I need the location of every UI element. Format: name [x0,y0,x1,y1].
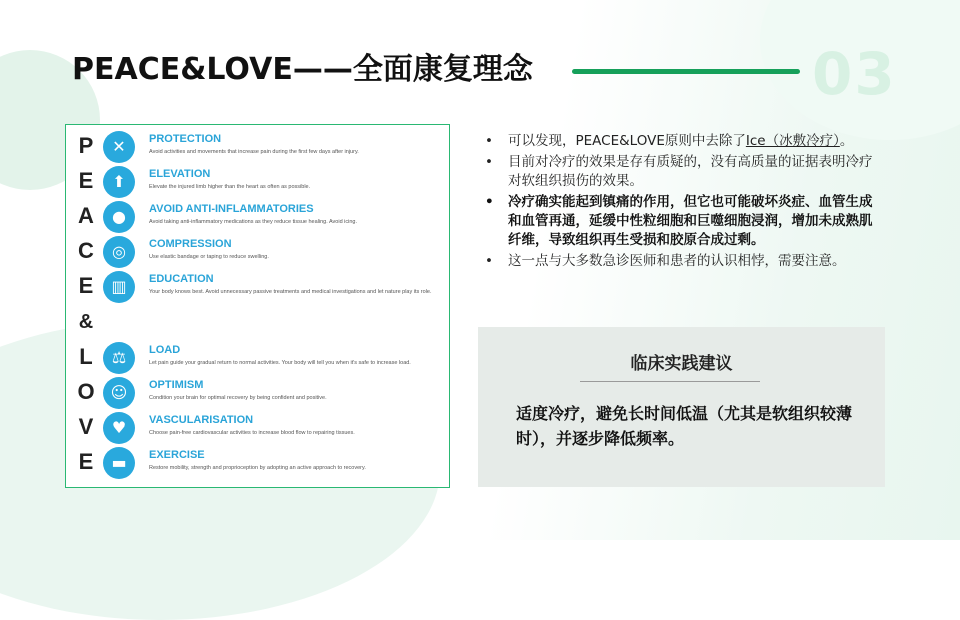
peace-love-infographic [65,124,450,488]
row-desc: Avoid taking anti-inflammatory medications as they reduce tissue healing. Avoid icing. [149,219,357,225]
love-row-vascularisation [66,412,449,444]
row-letter: E [78,168,94,193]
slide-title: PEACE&LOVE——全面康复理念 [72,52,533,87]
crossed-tools-icon: ✕ [103,131,135,163]
row-desc: Elevate the injured limb higher than the heart as often as possible. [149,184,311,190]
row-letter: L [79,344,93,369]
row-name: VASCULARISATION [149,414,254,426]
row-letter: O [77,379,95,404]
row-name: EDUCATION [149,273,214,285]
bullet-item [482,132,882,151]
dumbbell-icon: ▬ [103,447,135,479]
bullet-list [482,132,882,273]
row-letter: V [78,414,94,439]
ampersand: & [78,311,94,333]
row-desc: Your body knows best. Avoid unnecessary passive treatments and medical investigations and let nature play its role. [149,289,432,295]
row-desc: Use elastic bandage or taping to reduce swelling. [149,254,269,260]
slide-number: 03 [812,40,897,108]
advice-divider [580,381,760,382]
peace-row-avoid-anti-inflammatories [66,201,449,233]
book-icon: ▥ [103,271,135,303]
pills-icon: ● [103,201,135,233]
row-name: ELEVATION [149,168,211,180]
row-letter: A [78,203,94,228]
row-name: OPTIMISM [149,379,204,391]
row-letter: P [78,133,94,158]
row-name: AVOID ANTI-INFLAMMATORIES [149,203,314,215]
row-letter: E [78,449,94,474]
peace-row-protection [66,131,449,163]
bullet-item: • 这一点与大多数急诊医师和患者的认识相悖，需要注意。 [482,252,882,271]
ice-underlined-text: Ice（冰敷冷疗） [745,133,840,149]
advice-title: 临床实践建议 [630,354,733,374]
weight-icon: ⚖ [103,342,135,374]
bullet-item: • 目前对冷疗的效果是存有质疑的，没有高质量的证据表明冷疗对软组织损伤的效果。 [482,153,882,191]
row-desc: Condition your brain for optimal recovery by being confident and positive. [149,395,327,401]
smiley-icon: ☺ [103,377,135,409]
bullet-text: 可以发现，PEACE&LOVE原则中去除了 [508,133,746,149]
clinical-advice-box [478,327,885,487]
love-row-exercise [66,447,449,479]
row-letter: C [78,238,94,263]
row-name: PROTECTION [149,133,222,145]
title-underline [572,69,800,74]
up-arrow-icon: ⬆ [103,166,135,198]
row-name: COMPRESSION [149,238,232,250]
bullet-item-emphasis: • 冷疗确实能起到镇痛的作用，但它也可能破坏炎症、血管生成和血管再通，延缓中性粒细胞和巨噬细胞浸润，增加未成熟肌纤维，导致组织再生受损和胶原合成过剩。 [482,193,882,250]
love-row-load [66,342,449,374]
bullet-text: 。 [839,133,854,149]
peace-row-elevation [66,166,449,198]
row-name: EXERCISE [149,449,205,461]
bandage-roll-icon: ◎ [103,236,135,268]
row-letter: E [78,273,94,298]
love-row-optimism [66,377,449,409]
row-desc: Let pain guide your gradual return to normal activities. Your body will tell you when it's safe to increase load. [149,360,411,366]
advice-text: 适度冷疗，避免长时间低温（尤其是软组织较薄时），并逐步降低频率。 [516,404,853,448]
peace-row-education [66,271,449,303]
row-desc: Choose pain-free cardiovascular activities to increase blood flow to repairing tissues. [149,430,355,436]
row-name: LOAD [149,344,181,356]
peace-row-compression [66,236,449,268]
heartbeat-icon: ♥ [103,412,135,444]
row-desc: Avoid activities and movements that increase pain during the first few days after injury. [149,149,359,155]
row-desc: Restore mobility, strength and proprioception by adopting an active approach to recovery. [149,465,366,471]
